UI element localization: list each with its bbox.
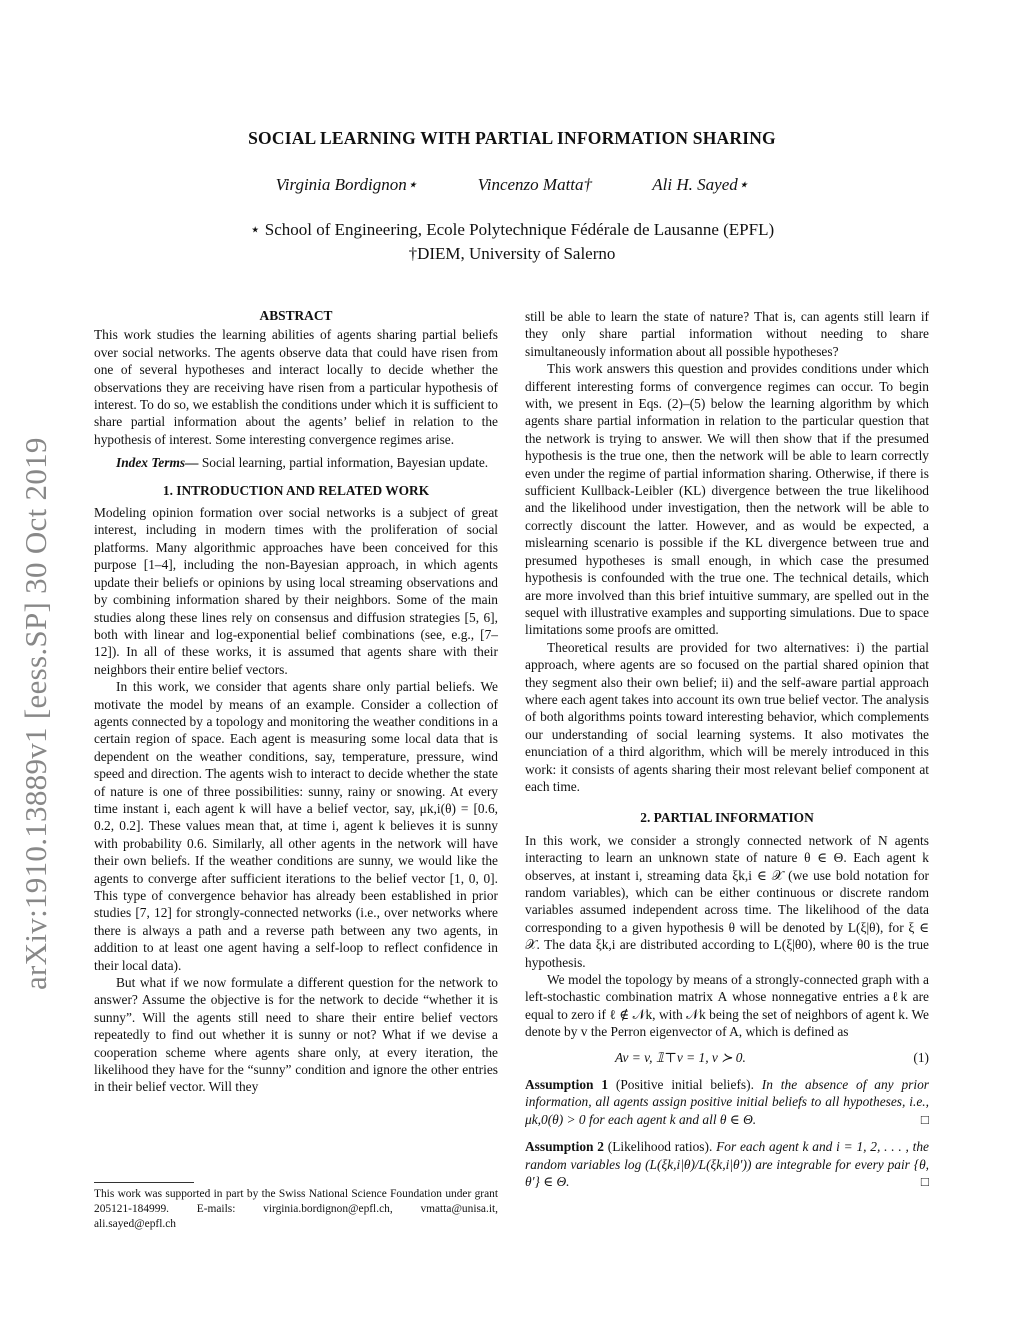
assumption-2-name: (Likelihood ratios). <box>603 1139 713 1155</box>
funding-footnote: This work was supported in part by the Swiss National Science Foundation under grant 205121-184999. E-mails: virginia.bordignon@epfl.ch, vmatta@unisa.it, ali.sayed@epfl.ch <box>94 1188 498 1230</box>
author-list <box>0 175 1024 195</box>
author-2: Vincenzo Matta† <box>477 175 593 194</box>
right-paragraph-2: This work answers this question and provides conditions under which different interesting forms of convergence regimes can occur. To begin with, we present in Eqs. (2)–(5) below the learning algorithm by which agents share partial information in relation to the particular question that the network is trying to answer. We will then show that if the presumed hypothesis is the true one, then the network will be able to learn correctly even under the regime of partial information sharing. Otherwise, if there is sufficient Kullback-Leibler (KL) divergence between the true likelihood and the likelihood under investigation, then the network will be able to correctly discount the latter. However, and as would be expected, a mislearning scenario is possible if the KL divergence between true and presumed hypotheses is small enough, in which case the presumed hypothesis is confounded with the true one. The technical details, which are more involved than this brief intuitive summary, are spelled out in the sequel with illustrative examples and supporting simulations. Due to space limitations some proofs are omitted. <box>525 361 929 638</box>
author-1: Virginia Bordignon⋆ <box>275 175 418 194</box>
section-2-heading: 2. PARTIAL INFORMATION <box>640 810 814 826</box>
left-column <box>94 307 498 1096</box>
affiliations <box>0 218 1024 266</box>
partial-info-paragraph-1: In this work, we consider a strongly connected network of N agents interacting to learn an unknown state of nature θ ∈ Θ. Each agent k observes, at instant i, streaming data ξk,i ∈ 𝒳 (we use bold notation for random variables), which can be either continuous or discrete random variables assumed independent across time. The likelihood of the data corresponding to a given hypothesis θ will be denoted by L(ξ|θ), for ξ ∈ 𝒳. The data ξk,i are distributed according to L(ξ|θ0), where θ0 is the true hypothesis. <box>525 832 929 970</box>
right-column <box>525 308 929 1191</box>
intro-paragraph-3: But what if we now formulate a different question for the network to answer? Assume the objective is for the network to decide “whether it is sunny”. Will the agents still need to share their entire belief vectors repeatedly to find out whether it is sunny or not? What if we devise a cooperation scheme where agents share only, at every iteration, the likelihood they have for the “sunny” condition and ignore the other entries in their belief vector. Will they <box>94 975 498 1095</box>
abstract-heading: ABSTRACT <box>259 308 333 323</box>
assumption-1-text: In the absence of any prior information, all agents assign positive initial beliefs to all hypotheses, i.e., μk,0(θ) > 0 for each agent k and all θ ∈ Θ. <box>525 1077 929 1127</box>
qed-icon: □ <box>920 1174 929 1190</box>
author-3: Ali H. Sayed⋆ <box>652 175 749 194</box>
intro-paragraph-2: In this work, we consider that agents share only partial beliefs. We motivate the model by means of an example. Consider a collection of agents connected by a topology and monitoring the weather conditions in a certain region of space. Each agent is measuring some local data that is dependent on the weather conditions, say, temperature, pressure, wind speed and direction. The agents wish to interact to decide whether the state of nature is one of three possibilities: sunny, rainy or snowing. At every time instant i, each agent k will have a belief vector, say, μk,i(θ) = [0.6, 0.2, 0.2]. These values mean that, at time i, agent k believes it is sunny with probability 0.6. Similarly, all other agents in the network will have their own beliefs. If the weather conditions are sunny, we would like the agents to converge after sufficient iterations to the belief vector [1, 0, 0]. This type of convergence behavior has already been established in prior studies [7, 12] for strongly-connected networks (i.e., over networks where there is always a path and a reverse path between any two agents, in addition to at least one agent having a self-loop to reflect confidence in their local data). <box>94 679 498 973</box>
equation-1-body: Av = v, 𝟙⊤v = 1, v ≻ 0. <box>615 1049 746 1065</box>
index-terms-label: Index Terms— <box>116 455 199 471</box>
affiliation-epfl: ⋆ School of Engineering, Ecole Polytechnique Fédérale de Lausanne (EPFL) <box>249 220 775 239</box>
assumption-2 <box>525 1138 929 1190</box>
arxiv-sidebar <box>18 350 68 990</box>
intro-paragraph-1: Modeling opinion formation over social networks is a subject of great interest, including in modern times with the proliferation of social platforms. Many algorithmic approaches have been conceived for this purpose [1–4], including the non-Bayesian approach, in which agents update their beliefs or opinions by using local streaming observations and by combining information shared by their neighbors. Some of the main studies along these lines rely on consensus and diffusion strategies [5, 6], both with linear and log-exponential belief combinations (see, e.g., [7–12]). In all of these works, it is assumed that agents share with their neighbors their entire belief vectors. <box>94 505 498 677</box>
arxiv-identifier: arXiv:1910.13889v1 [eess.SP] 30 Oct 2019 <box>18 437 53 990</box>
right-paragraph-1: still be able to learn the state of nature? That is, can agents still learn if they only share partial information without needing to share simultaneously information about all possible hypotheses? <box>525 309 929 359</box>
affiliation-salerno: †DIEM, University of Salerno <box>408 244 616 263</box>
assumption-1-name: (Positive initial beliefs). <box>608 1077 754 1093</box>
assumption-1 <box>525 1076 929 1128</box>
section-1-heading: 1. INTRODUCTION AND RELATED WORK <box>162 482 430 498</box>
assumption-1-label: Assumption 1 <box>525 1077 609 1093</box>
right-paragraph-3: Theoretical results are provided for two alternatives: i) the partial approach, where agents are so focused on the partial shared opinion that they segment also their own belief; ii) and the self-aware partial approach where each agent takes into account its own true belief vector. The analysis of both algorithms points toward interesting behavior, which complements our understanding of social learning systems. It also motivates the enunciation of a third algorithm, which will be merely introduced in this work: it consists of agents sharing their most relevant belief component at each time. <box>525 639 929 794</box>
partial-info-paragraph-2: We model the topology by means of a strongly-connected graph with a left-stochastic combination matrix A whose nonnegative entries aℓk are equal to zero if ℓ ∉ 𝒩k, with 𝒩k being the set of neighbors of agent k. We denote by v the Perron eigenvector of A, which is defined as <box>525 972 929 1040</box>
footnote-rule <box>94 1182 194 1183</box>
assumption-2-text: For each agent k and i = 1, 2, . . . , the random variables log (L(ξk,i|θ)/L(ξk,i|θ′)) are integrable for every pair {θ, θ′} ∈ Θ. <box>525 1139 929 1190</box>
abstract-text: This work studies the learning abilities of agents sharing partial beliefs over social networks. The agents observe data that could have risen from one of several hypotheses and interact locally to decide whether the observations they are receiving have risen from a particular hypothesis of interest. To do so, we establish the conditions under which it is sufficient to share partial information about the agents’ belief in relation to the hypothesis of interest. Some interesting convergence regimes arise. <box>94 327 498 447</box>
qed-icon: □ <box>920 1111 929 1127</box>
equation-1 <box>525 1041 929 1076</box>
index-terms-text: Social learning, partial information, Bayesian update. <box>198 455 489 471</box>
assumption-2-label: Assumption 2 <box>525 1139 604 1155</box>
equation-1-number: (1) <box>913 1049 929 1065</box>
paper-title: SOCIAL LEARNING WITH PARTIAL INFORMATION SHARING <box>248 128 776 148</box>
index-terms <box>94 454 498 471</box>
